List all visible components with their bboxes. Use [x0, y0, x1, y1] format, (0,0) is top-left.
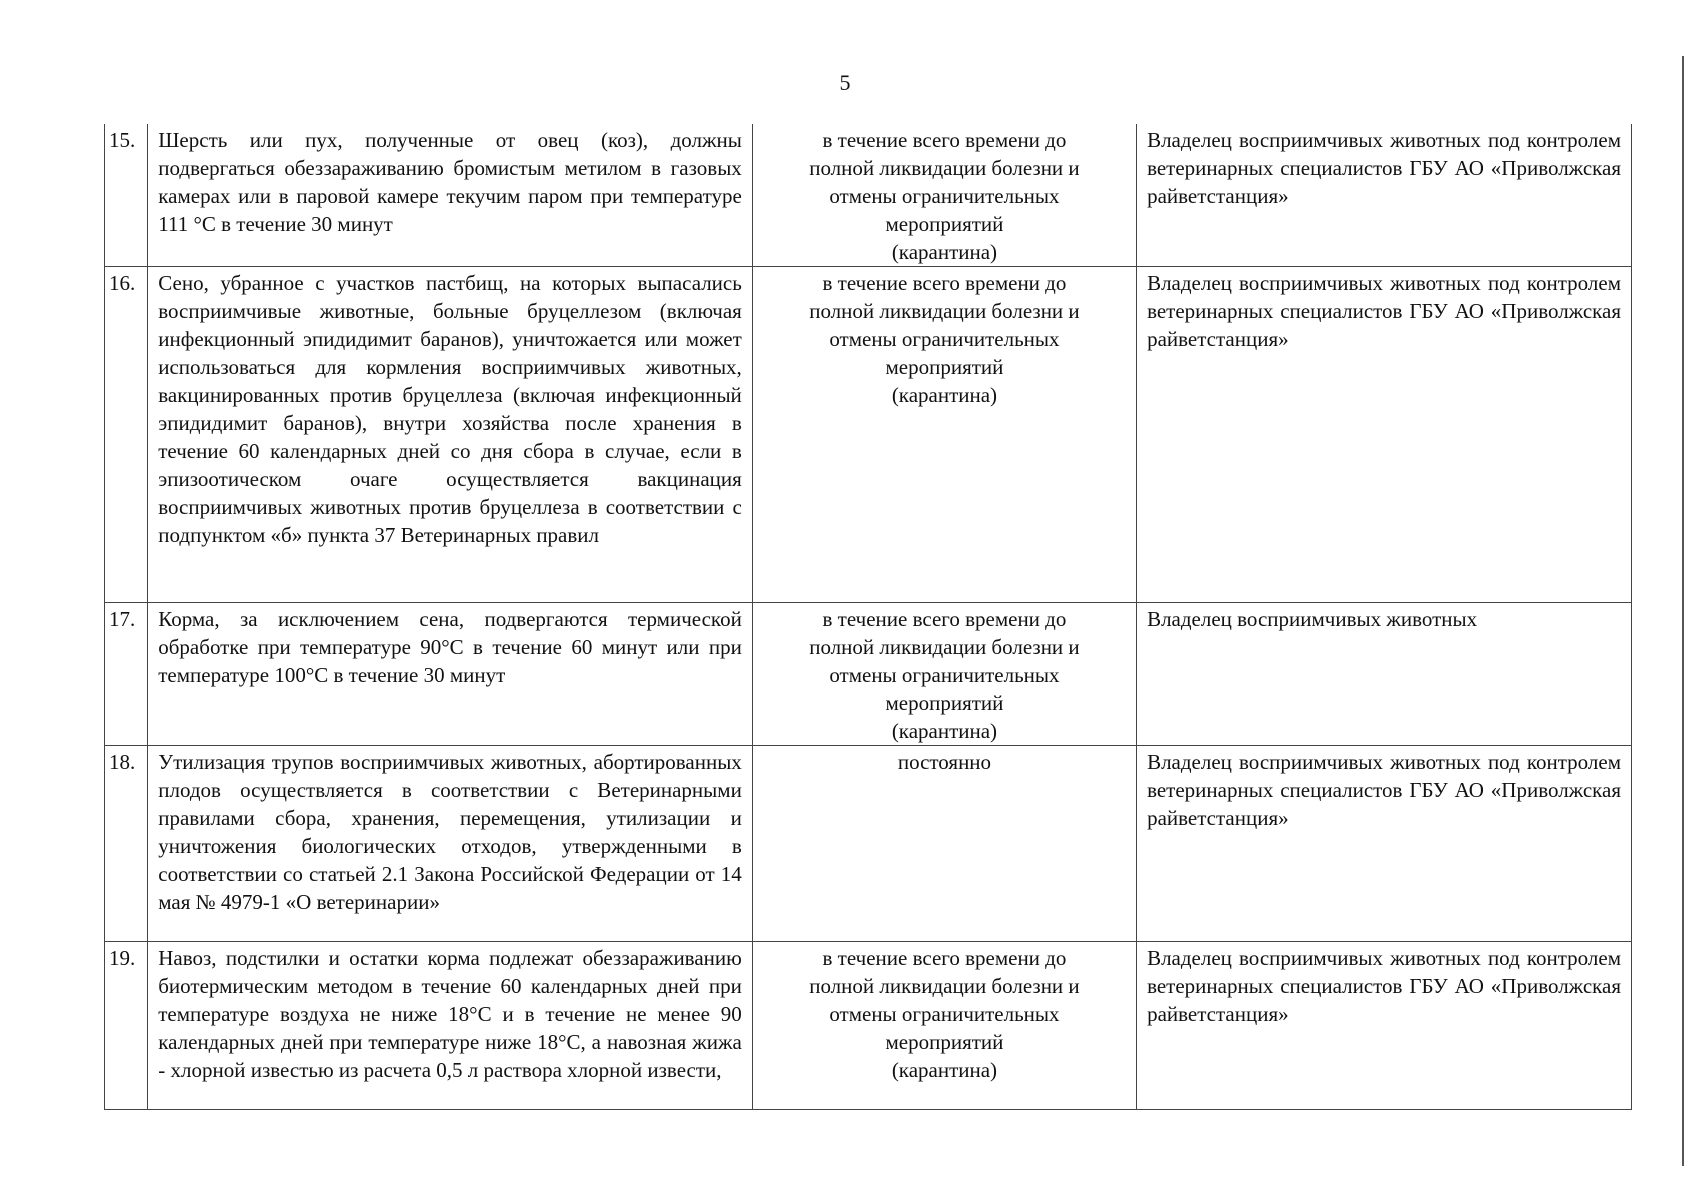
measure-cell: Корма, за исключением сена, подвергаются термической обработке при температуре 90°С в течение 60 минут или при температуре 100°С в течение 30 минут	[148, 603, 753, 746]
term-line: в течение всего времени до	[822, 271, 1067, 295]
term-line: полной ликвидации болезни и	[809, 156, 1080, 180]
term-cell	[752, 267, 1136, 603]
measure-cell: Утилизация трупов восприимчивых животных, абортированных плодов осуществляется в соответствии с Ветеринарными правилами сбора, хранения, перемещения, утилизации и уничтожения биологических отходов, утвержденными в соответствии со статьей 2.1 Закона Российской Федерации от 14 мая № 4979-1 «О ветеринарии»	[148, 746, 753, 942]
responsible-cell: Владелец восприимчивых животных под контролем ветеринарных специалистов ГБУ АО «Приволжская райветстанция»	[1137, 267, 1632, 603]
term-line: (карантина)	[891, 383, 998, 407]
row-number: 16.	[105, 267, 148, 603]
term-line: (карантина)	[891, 240, 998, 264]
term-cell	[752, 124, 1136, 267]
measure-cell: Сено, убранное с участков пастбищ, на которых выпасались восприимчивые животные, больные бруцеллезом (включая инфекционный эпидидимит баранов), уничтожается или может использоваться для кормления восприимчивых животных, вакцинированных против бруцеллеза (включая инфекционный эпидидимит баранов), внутри хозяйства после хранения в течение 60 календарных дней со дня сбора в случае, если в эпизоотическом очаге осуществляется вакцинация восприимчивых животных против бруцеллеза в соответствии с подпунктом «б» пункта 37 Ветеринарных правил	[148, 267, 753, 603]
term-line: полной ликвидации болезни и	[809, 299, 1080, 323]
term-cell	[752, 942, 1136, 1110]
term-line: (карантина)	[891, 719, 998, 743]
term-line: мероприятий	[885, 212, 1004, 236]
row-number: 17.	[105, 603, 148, 746]
table-row	[105, 746, 1632, 942]
term-cell	[752, 603, 1136, 746]
term-line: мероприятий	[885, 355, 1004, 379]
table-row	[105, 267, 1632, 603]
row-number: 19.	[105, 942, 148, 1110]
measure-cell: Шерсть или пух, полученные от овец (коз), должны подвергаться обеззараживанию бромистым метилом в газовых камерах или в паровой камере текучим паром при температуре 111 °С в течение 30 минут	[148, 124, 753, 267]
term-line: полной ликвидации болезни и	[809, 635, 1080, 659]
table-row	[105, 603, 1632, 746]
term-line: отмены ограничительных	[829, 663, 1060, 687]
term-line: постоянно	[897, 750, 992, 774]
term-line: отмены ограничительных	[829, 327, 1060, 351]
measure-cell: Навоз, подстилки и остатки корма подлежат обеззараживанию биотермическим методом в течение 60 календарных дней при температуре воздуха не ниже 18°С и в течение не менее 90 календарных дней при температуре ниже 18°С, а навозная жижа - хлорной известью из расчета 0,5 л раствора хлорной извести,	[148, 942, 753, 1110]
term-cell	[752, 746, 1136, 942]
term-line: (карантина)	[891, 1058, 998, 1082]
measures-table	[104, 124, 1632, 1110]
term-line: мероприятий	[885, 1030, 1004, 1054]
responsible-cell: Владелец восприимчивых животных	[1137, 603, 1632, 746]
responsible-cell: Владелец восприимчивых животных под контролем ветеринарных специалистов ГБУ АО «Приволжская райветстанция»	[1137, 746, 1632, 942]
term-line: мероприятий	[885, 691, 1004, 715]
term-line: полной ликвидации болезни и	[809, 974, 1080, 998]
table-row	[105, 124, 1632, 267]
row-number: 18.	[105, 746, 148, 942]
scan-edge-line	[1682, 56, 1684, 1166]
term-line: отмены ограничительных	[829, 184, 1060, 208]
page-number: 5	[839, 70, 851, 95]
term-line: в течение всего времени до	[822, 946, 1067, 970]
responsible-cell: Владелец восприимчивых животных под контролем ветеринарных специалистов ГБУ АО «Приволжская райветстанция»	[1137, 942, 1632, 1110]
responsible-cell: Владелец восприимчивых животных под контролем ветеринарных специалистов ГБУ АО «Приволжская райветстанция»	[1137, 124, 1632, 267]
table-row	[105, 942, 1632, 1110]
row-number: 15.	[105, 124, 148, 267]
term-line: в течение всего времени до	[822, 607, 1067, 631]
term-line: в течение всего времени до	[822, 128, 1067, 152]
term-line: отмены ограничительных	[829, 1002, 1060, 1026]
